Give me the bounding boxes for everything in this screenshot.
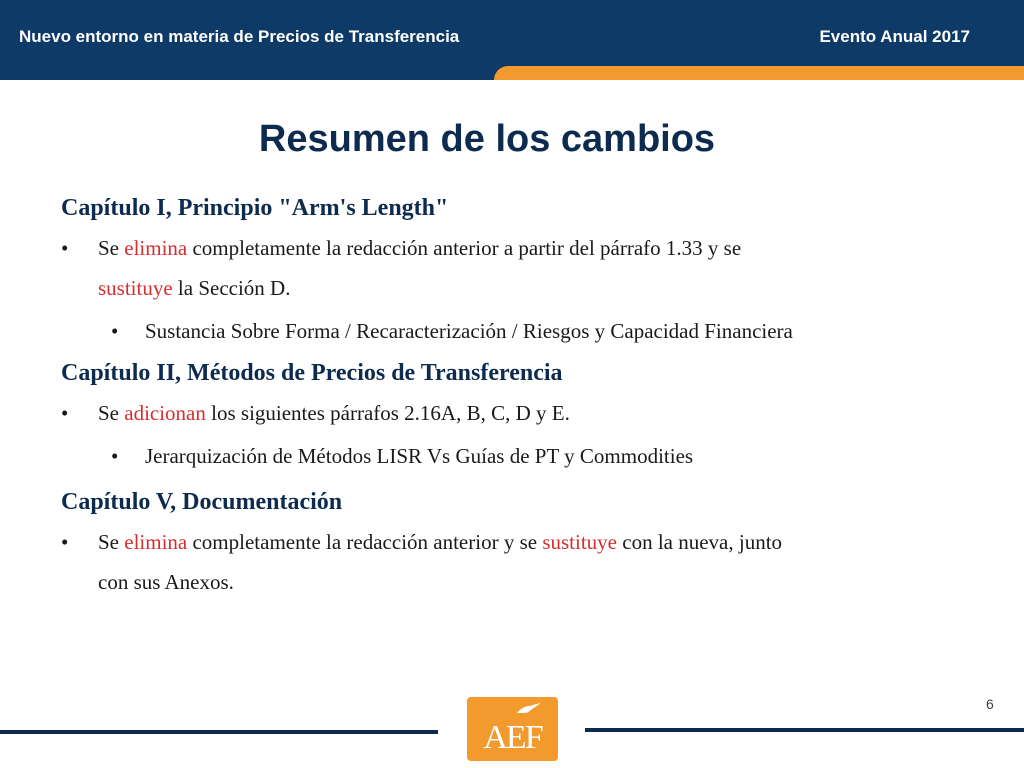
sub-bullet-dot: • — [111, 319, 119, 343]
section-heading-chapter-2: Capítulo II, Métodos de Precios de Transferencia — [61, 360, 563, 386]
bullet-text: la Sección D. — [172, 276, 291, 300]
slide-title: Resumen de los cambios — [258, 118, 716, 160]
logo-text: AEF — [483, 719, 542, 756]
highlight-adicionan: adicionan — [124, 401, 206, 425]
bullet-dot: • — [61, 236, 69, 260]
sub-bullet-chapter-2 — [61, 437, 961, 475]
header-accent-stripe — [494, 66, 1024, 80]
header-event-label: Evento Anual 2017 — [819, 27, 970, 46]
sub-bullet-chapter-1 — [61, 312, 961, 350]
slide-content — [61, 195, 961, 602]
bullet-dot: • — [61, 530, 69, 554]
bullet-text: completamente la redacción anterior y se — [187, 530, 543, 554]
page-number: 6 — [986, 696, 994, 712]
bullet-text: los siguientes párrafos 2.16A, B, C, D y E. — [205, 401, 570, 425]
bird-icon — [467, 699, 558, 719]
footer-divider-left — [0, 730, 438, 734]
header-presentation-title: Nuevo entorno en materia de Precios de Transferencia — [19, 27, 460, 46]
aef-logo — [467, 697, 558, 761]
highlight-sustituye: sustituye — [542, 530, 617, 554]
bullet-dot: • — [61, 401, 69, 425]
bullet-text: Se — [98, 530, 125, 554]
section-heading-chapter-1: Capítulo I, Principio "Arm's Length" — [61, 195, 449, 221]
footer-divider-right — [585, 728, 1024, 732]
bullet-chapter-5 — [61, 522, 961, 602]
bullet-text: con sus Anexos. — [98, 570, 234, 594]
sub-bullet-text: Sustancia Sobre Forma / Recaracterización / Riesgos y Capacidad Financiera — [145, 319, 793, 343]
section-heading-chapter-5: Capítulo V, Documentación — [61, 489, 343, 515]
highlight-elimina: elimina — [124, 236, 188, 260]
bullet-text: con la nueva, junto — [617, 530, 783, 554]
highlight-elimina: elimina — [124, 530, 188, 554]
bullet-chapter-1 — [61, 228, 961, 308]
highlight-sustituye: sustituye — [98, 276, 173, 300]
sub-bullet-text: Jerarquización de Métodos LISR Vs Guías de PT y Commodities — [145, 444, 694, 468]
bullet-text: Se — [98, 236, 125, 260]
bullet-chapter-2 — [61, 393, 961, 433]
bullet-text: completamente la redacción anterior a partir del párrafo 1.33 y se — [187, 236, 742, 260]
sub-bullet-dot: • — [111, 444, 119, 468]
bullet-text: Se — [98, 401, 125, 425]
